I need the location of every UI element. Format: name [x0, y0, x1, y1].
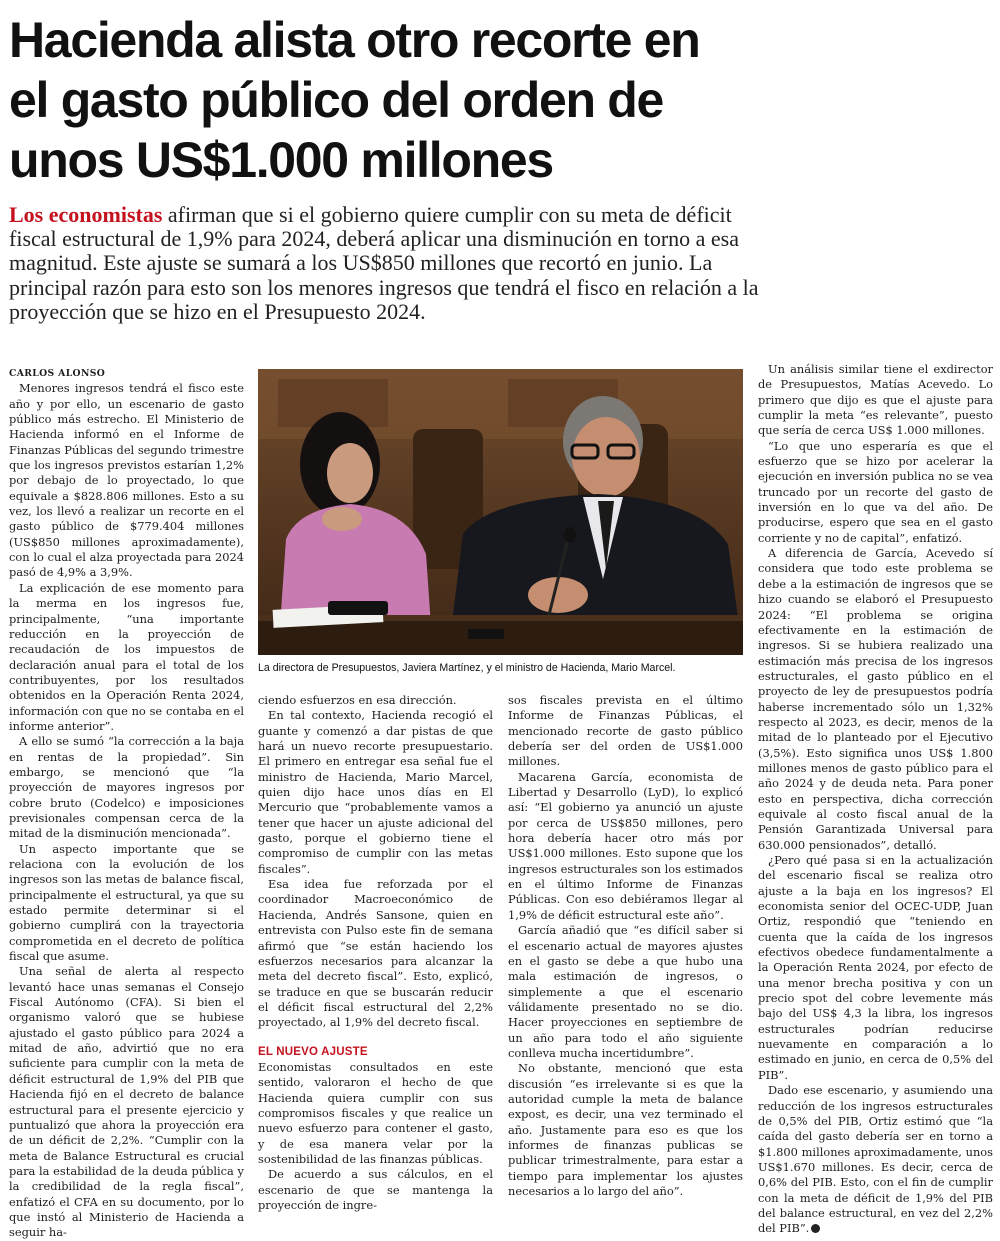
paragraph: A diferencia de García, Acevedo sí considera que todo este problema se debe a la estimación de ingresos que se hizo cuando se elaboró el Presupuesto 2024: “El problema se origina efectivamente en la estimación de ingresos. Si se hubiera realizado una estimación más precisa de los ingresos estructurales, el gasto público en el proyecto de ley de presupuestos podría haberse incrementado sólo un 1,32% respecto al 2023, es decir, menos de la mitad de lo planteado por el Ejecutivo (3,5%). Esto significa unos US$ 1.800 millones menos de gasto público para el año 2024 y de deuda neta. Para poner esto en perspectiva, dicha corrección equivale al costo fiscal anual de la Pensión Garantizada Universal para 630.000 pensionados”, detalló. [758, 546, 993, 852]
lead-kicker: Los economistas [9, 202, 163, 227]
byline: CARLOS ALONSO [9, 368, 106, 379]
paragraph-final [758, 1083, 993, 1236]
paragraph: “Lo que uno esperaría es que el esfuerzo que se hizo por acelerar la ejecución en inversión publica no se vea truncado por un recorte del gasto de inversión en lo que va del año. De producirse, espero que sea en el gasto corriente y no de capital”, enfatizó. [758, 438, 993, 545]
article-column-2 [258, 693, 493, 1213]
paragraph: ciendo esfuerzos en esa dirección. [258, 693, 457, 707]
paragraph: La explicación de ese momento para la merma en los ingresos fue, principalmente, “una importante reducción en la proyección de recaudación de los impuestos de declaración anual para el total de los contribuyentes, por los resultados obtenidos en la Operación Renta 2024, información con que no se contaba en el informe anterior”. [9, 580, 244, 733]
paragraph: Un aspecto importante que se relaciona con la evolución de los ingresos son las metas de balance fiscal, principalmente el estructural, ya que su estado permite determinar si el gobierno cumplirá con la trayectoria comprometida en el decreto de política fiscal que asume. [9, 841, 244, 964]
paragraph: Esa idea fue reforzada por el coordinador Macroeconómico de Hacienda, Andrés Sansone, quien en entrevista con Pulso este fin de semana afirmó que “se están haciendo los esfuerzos necesarios para alcanzar la meta del decreto fiscal”. Esto, explicó, se traduce en que se buscarán reducir el déficit fiscal estructural del 2,2% proyectado, al 1,9% del decreto fiscal. [258, 877, 493, 1030]
paragraph: En tal contexto, Hacienda recogió el guante y comenzó a dar pistas de que hará un nuevo recorte presupuestario. El primero en entregar esa señal fue el ministro de Hacienda, Mario Marcel, quien dijo hace unos días en El Mercurio que “probablemente vamos a tener que hacer un ajuste adicional del gasto, porque el gobierno tiene el compromiso de cumplir con las metas fiscales”. [258, 708, 493, 876]
headline-line-1: Hacienda alista otro recorte en [9, 12, 700, 68]
photo-caption: La directora de Presupuestos, Javiera Martínez, y el ministro de Hacienda, Mario Marcel. [258, 662, 676, 674]
paragraph: sos fiscales prevista en el último Informe de Finanzas Públicas, el mencionado recorte de gasto público debería ser del orden de US$1.000 millones. [508, 693, 743, 769]
paragraph: García añadió que “es difícil saber si el escenario actual de mayores ajustes en el gasto se debe a que hubo una mala estimación de ingresos, o simplemente a que el escenario válidamente presentado no se dio. Hacer proyecciones en septiembre de un año para todo el año siguiente conlleva mucha incertidumbre”. [508, 923, 743, 1060]
paragraph: Economistas consultados en este sentido, valoraron el hecho de que Hacienda quiera cumplir con sus compromisos fiscales y que realice un nuevo esfuerzo para contener el gasto, y de esa manera velar por la sostenibilidad de las finanzas públicas. [258, 1059, 493, 1166]
paragraph: Macarena García, economista de Libertad y Desarrollo (LyD), lo explicó así: “El gobierno ya anunció un ajuste por cerca de US$850 millones, pero hora debería hacer otro más por US$1.000 millones. Esto supone que los ingresos estructurales son los estimados en el último Informe de Finanzas Públicas. Con eso debiéramos llegar al 1,9% de déficit estructural este año”. [508, 769, 743, 922]
paragraph: Menores ingresos tendrá el fisco este año y por ello, un escenario de gasto público más estrecho. El Ministerio de Hacienda informó en el Informe de Finanzas Públicas del segundo trimestre que los ingresos previstos estarían 1,2% por debajo de lo proyectado, lo que equivale a $828.806 millones. Esto a su vez, los llevó a realizar un recorte en el gasto público de $779.404 millones (US$850 millones aproximadamente), con lo cual el alza proyectada para 2024 pasó de 4,9% a 3,9%. [9, 381, 244, 580]
lead-paragraph [9, 203, 759, 324]
headline-line-3: unos US$1.000 millones [9, 132, 553, 188]
paragraph: ¿Pero qué pasa si en la actualización del escenario fiscal se realiza otro ajuste a la baja en los ingresos? El economista senior del OCEC-UDP, Juan Ortiz, respondió que “teniendo en cuenta que la caída de los ingresos efectivos obedece fundamentalmente a la Operación Renta 2024, por efecto de una menor brecha positiva y con un precio spot del cobre levemente más bajo del US$ 4,3 la libra, los ingresos estructurales podrían reducirse nuevamente en comparación a lo estimado en junio, en cerca de 0,5% del PIB”. [758, 853, 993, 1082]
paragraph: De acuerdo a sus cálculos, en el escenario de que se mantenga la proyección de ingre- [258, 1167, 493, 1212]
headline [9, 10, 769, 190]
lead-text: afirman que si el gobierno quiere cumplir con su meta de déficit fiscal estructural de 1,9% para 2024, deberá aplicar una disminución en torno a esa magnitud. Este ajuste se sumará a los US$850 millones que recortó en junio. La principal razón para esto son los menores ingresos que tendrá el fisco en relación a la proyección que se hizo en el Presupuesto 2024. [9, 202, 759, 324]
paragraph: No obstante, mencionó que esta discusión “es irrelevante si es que la autoridad cumple la meta de balance expost, es decir, una vez terminado el año. Justamente para eso es que los informes de finanzas publicas se publicar trimestralmente, para estar a tiempo para implementar los ajustes necesarios a lo largo del año”. [508, 1061, 743, 1198]
section-subhead: EL NUEVO AJUSTE [258, 1045, 368, 1058]
paragraph: Una señal de alerta al respecto levantó hace unas semanas el Consejo Fiscal Autónomo (CFA). Si bien el organismo valoró que se hubiese ajustado el gasto público para 2024 a mitad de año, advirtió que no era suficiente para cumplir con la meta de déficit estructural de 1,9% del PIB que Hacienda fijó en el decreto de balance estructural para el presente ejercicio y puntualizó que ahora la proyección era de un déficit de 2,2%. “Cumplir con la meta de Balance Estructural es crucial para la estabilidad de la deuda pública y la credibilidad de la regla fiscal”, enfatizó el CFA en su documento, por lo que instó al Ministerio de Hacienda a seguir ha- [9, 964, 244, 1240]
article-column-4 [758, 362, 993, 1237]
article-column-1 [9, 366, 244, 1241]
paragraph-text: Dado ese escenario, y asumiendo una reducción de los ingresos estructurales de 0,5% del PIB, Ortiz estimó que “la caída del gasto debería ser en torno a $1.800 millones aproximadamente, unos US$1.670 millones. Es decir, cerca de 0,6% del PIB. Esto, con el fin de cumplir con la meta de déficit de 1,9% del PIB del balance estructural, en vez del 2,2% del PIB”. [758, 1083, 993, 1236]
paragraph: A ello se sumó “la corrección a la baja en rentas de la propiedad”. Sin embargo, se mencionó que “la proyección de mayores ingresos por cobre bruto (Codelco) e imposiciones previsionales compensan cerca de la mitad de la disminución mencionada”. [9, 734, 244, 841]
headline-line-2: el gasto público del orden de [9, 72, 664, 128]
paragraph: Un análisis similar tiene el exdirector de Presupuestos, Matías Acevedo. Lo primero que dijo es que el ajuste para cumplir la meta “es relevante”, puesto que sería de cerca US$ 1.000 millones. [758, 362, 993, 438]
photo-illustration [258, 369, 743, 655]
news-photo [258, 369, 743, 655]
end-of-article-icon [811, 1224, 820, 1233]
article-column-3 [508, 693, 743, 1199]
